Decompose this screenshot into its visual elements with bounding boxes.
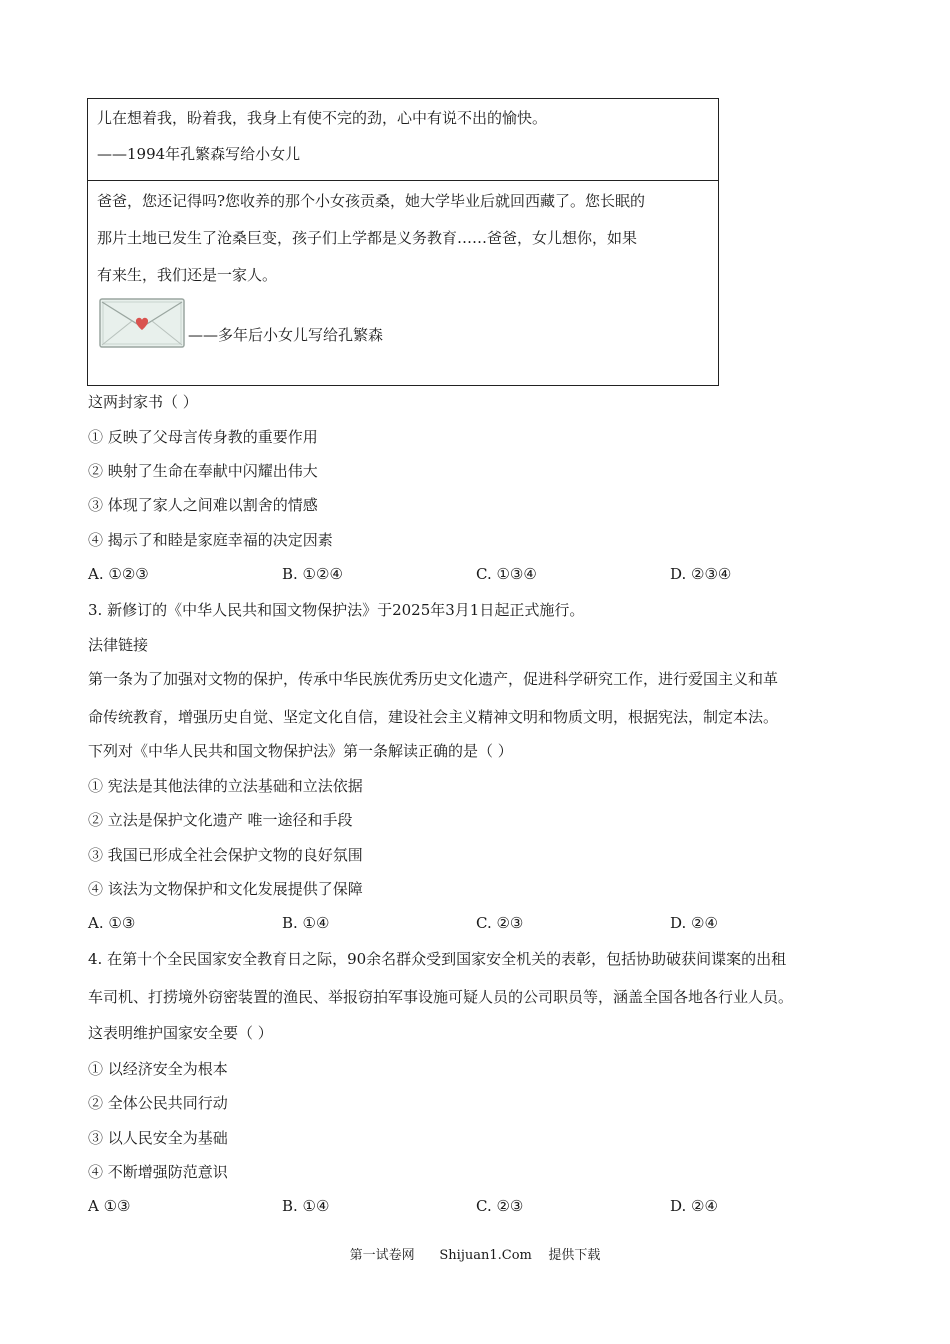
q4-answer-a: A ①③ <box>88 1197 131 1215</box>
q3-answer-c: C. ②③ <box>476 914 524 932</box>
q4-answer-d: D. ②④ <box>670 1197 718 1215</box>
q2-answer-b: B. ①②④ <box>282 565 343 583</box>
letter2-line-2: 那片土地已发生了沧桑巨变，孩子们上学都是义务教育……爸爸，女儿想你，如果 <box>97 229 638 247</box>
letter1-text: 儿在想着我，盼着我，我身上有使不完的劲，心中有说不出的愉快。 <box>97 109 548 127</box>
q4-answer-c: C. ②③ <box>476 1197 524 1215</box>
q4-option-2: ② 全体公民共同行动 <box>88 1094 228 1112</box>
q2-answer-a: A. ①②③ <box>88 565 149 583</box>
q3-stem: 3. 新修订的《中华人民共和国文物保护法》于2025年3月1日起正式施行。 <box>88 601 585 619</box>
q3-question: 下列对《中华人民共和国文物保护法》第一条解读正确的是（ ） <box>88 742 513 760</box>
q2-option-2: ② 映射了生命在奉献中闪耀出伟大 <box>88 462 318 480</box>
q4-option-4: ④ 不断增强防范意识 <box>88 1163 228 1181</box>
q4-answer-b: B. ①④ <box>282 1197 330 1215</box>
q4-stem-line-1: 4. 在第十个全民国家安全教育日之际，90余名群众受到国家安全机关的表彰，包括协助破获间谍案的出租 <box>88 950 787 968</box>
letter-divider <box>88 180 718 181</box>
q3-article-line-1: 第一条为了加强对文物的保护，传承中华民族优秀历史文化遗产，促进科学研究工作，进行爱国主义和革 <box>88 670 779 688</box>
letter2-line-3: 有来生，我们还是一家人。 <box>97 266 278 284</box>
q2-option-4: ④ 揭示了和睦是家庭幸福的决定因素 <box>88 531 333 549</box>
q2-option-1: ① 反映了父母言传身教的重要作用 <box>88 428 318 446</box>
q2-option-3: ③ 体现了家人之间难以割舍的情感 <box>88 496 318 514</box>
q2-answer-d: D. ②③④ <box>670 565 732 583</box>
letters-box <box>87 98 719 386</box>
q4-option-1: ① 以经济安全为根本 <box>88 1060 228 1078</box>
q3-option-1: ① 宪法是其他法律的立法基础和立法依据 <box>88 777 363 795</box>
q3-answer-b: B. ①④ <box>282 914 330 932</box>
q4-stem-line-2: 车司机、打捞境外窃密装置的渔民、举报窃拍军事设施可疑人员的公司职员等，涵盖全国各地各行业人员。 <box>88 988 794 1006</box>
letter2-line-1: 爸爸，您还记得吗?您收养的那个小女孩贡桑，她大学毕业后就回西藏了。您长眠的 <box>97 192 646 210</box>
q3-article-line-2: 命传统教育，增强历史自觉、坚定文化自信，建设社会主义精神文明和物质文明，根据宪法，制定本法。 <box>88 708 779 726</box>
q2-stem: 这两封家书（ ） <box>88 393 198 411</box>
q3-answer-d: D. ②④ <box>670 914 718 932</box>
letter2-signature: ——多年后小女儿写给孔繁森 <box>188 326 384 344</box>
q4-option-3: ③ 以人民安全为基础 <box>88 1129 228 1147</box>
page-footer: 第一试卷网 Shijuan1.Com 提供下载 <box>349 1248 601 1263</box>
envelope-with-heart-icon <box>98 297 186 349</box>
q3-option-4: ④ 该法为文物保护和文化发展提供了保障 <box>88 880 363 898</box>
q3-answer-a: A. ①③ <box>88 914 136 932</box>
q3-option-2: ② 立法是保护文化遗产 唯一途径和手段 <box>88 811 353 829</box>
q2-answer-c: C. ①③④ <box>476 565 537 583</box>
q3-link-title: 法律链接 <box>88 636 149 654</box>
letter1-signature: ——1994年孔繁森写给小女儿 <box>97 145 301 163</box>
q4-question: 这表明维护国家安全要（ ） <box>88 1024 273 1042</box>
q3-option-3: ③ 我国已形成全社会保护文物的良好氛围 <box>88 846 363 864</box>
